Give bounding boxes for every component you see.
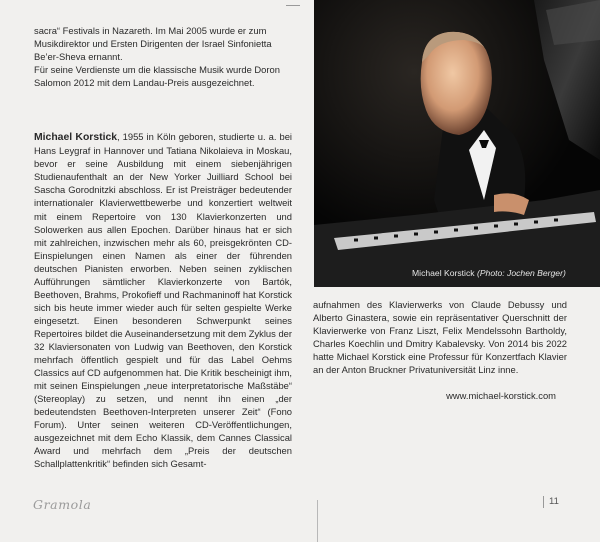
bio-text: , 1955 in Köln geboren, studierte u. a. bei Hans Leygraf in Hannover und Tatiana Nikolaieva in Moskau, bevor er seine Ausbildung mit einem siebenjährigen Studienaufenthalt an der New Yorker Juilliard School bei Sascha Gorodnitzki abschloss. Er ist Preisträger bedeutender internationaler Klavierwettbewerbe und konzertiert weltweit mit einem Repertoire von 130 Klavierkonzerten und Solowerken aus allen Epochen. Darüber hinaus hat er sich mit zahlreichen, inzwischen mehr als 60, preisgekrönten CD-Einspielungen einen Namen als einer der führenden deutschen Pianisten erworben. Neben seinen zyklischen Aufführungen sämtlicher Klavierkonzerte von Bartók, Beethoven, Brahms, Prokofieff und Rachmaninoff hat Korstick sich bis heute immer wieder auch für selten gespielte Werke eingesetzt. Einen besonderen Schwerpunkt seines Repertoires bildet die Auseinandersetzung mit dem Zyklus der 32 Klaviersonaten von Ludwig van Beethoven, den Korstick mehrfach öffentlich gespielt und für das Label Oehms Classics auf CD aufgenommen hat. Die Kritik bescheinigt ihm, mit seinen Einspielungen „neue interpretatorische Maßstäbe“ (Stereoplay) zu setzen, und nennt ihn einen „der bedeutendsten Beethoven-Interpreten unserer Zeit“ (Fono Forum). Unter seinen weiteren CD-Veröffentlichungen, ausgezeichnet mit dem Echo Klassik, dem Cannes Classical Award und mehrfach dem „Preis der deutschen Schallplattenkritik“ befinden sich Gesamt- — [34, 131, 292, 470]
right-column — [313, 298, 567, 376]
intro-paragraph — [34, 24, 292, 89]
page-number: 11 — [543, 496, 559, 508]
pianist-photo — [314, 0, 600, 287]
caption-name: Michael Korstick — [412, 268, 475, 278]
website-link[interactable]: www.michael-korstick.com — [446, 390, 556, 401]
intro-line-1: sacra“ Festivals in Nazareth. Im Mai 2005 wurde er zum — [34, 25, 267, 36]
crop-mark — [286, 0, 300, 6]
intro-line-5: Salomon 2012 mit dem Landau-Preis ausgezeichnet. — [34, 77, 255, 89]
intro-line-4: Für seine Verdienste um die klassische Musik wurde Doron — [34, 64, 280, 76]
caption-credit: (Photo: Jochen Berger) — [476, 268, 566, 278]
column-divider — [317, 500, 318, 542]
bio-paragraph — [34, 130, 292, 470]
bio-name: Michael Korstick — [34, 132, 118, 144]
bio-continuation: aufnahmen des Klavierwerks von Claude Debussy und Alberto Ginastera, sowie ein repräsentativer Querschnitt der Klavierwerke von Franz Liszt, Felix Mendelssohn Bartholdy, Charles Koechlin und Dmitry Kabalevsky. Von 2014 bis 2022 hatte Michael Korstick eine Professur für Konzertfach Klavier an der Anton Bruckner Privatuniversität Linz inne. — [313, 299, 567, 376]
left-column — [34, 24, 292, 470]
pianist-photo-graphic — [314, 0, 600, 287]
intro-line-3: Be’er-Sheva ernannt. — [34, 51, 123, 63]
photo-caption — [412, 268, 566, 278]
gramola-logo: Gramola — [33, 497, 92, 512]
intro-line-2: Musikdirektor und Ersten Dirigenten der Israel Sinfonietta — [34, 38, 272, 50]
